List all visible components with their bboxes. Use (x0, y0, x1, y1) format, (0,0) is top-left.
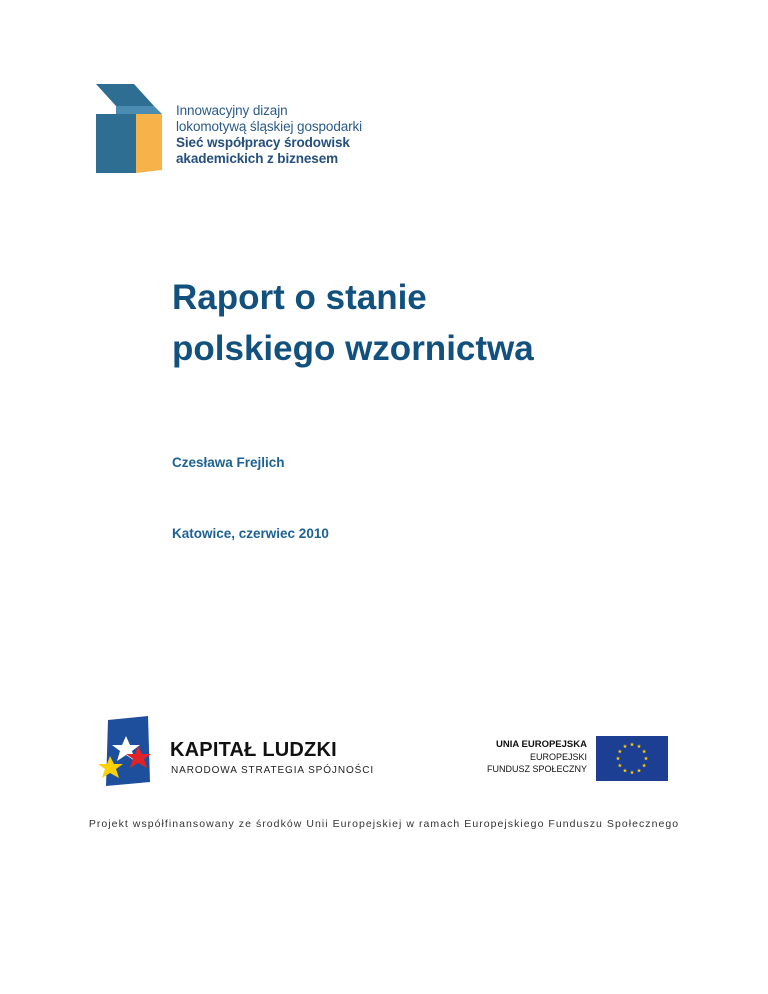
kapital-ludzki-title: KAPITAŁ LUDZKI (170, 739, 337, 761)
report-title (172, 272, 692, 374)
eu-fund-label (470, 739, 587, 775)
place-date: Katowice, czerwiec 2010 (172, 526, 329, 541)
eu-line-1: UNIA EUROPEJSKA (496, 739, 587, 750)
project-logo-line-2: lokomotywą śląskiej gospodarki (176, 119, 363, 134)
eu-line-2: EUROPEJSKI (529, 752, 587, 762)
kapital-ludzki-logo (96, 716, 376, 786)
project-logo-line-1: Innowacyjny dizajn (176, 103, 288, 118)
kapital-ludzki-subtitle: NARODOWA STRATEGIA SPÓJNOŚCI (171, 765, 375, 776)
report-title-line-2: polskiego wzornictwa (172, 329, 534, 368)
funding-note: Projekt współfinansowany ze środków Unii Europejskiej w ramach Europejskiego Funduszu Społecznego (88, 818, 680, 830)
project-logo (92, 84, 372, 176)
report-title-line-1: Raport o stanie (172, 278, 427, 317)
eu-line-3: FUNDUSZ SPOŁECZNY (486, 764, 587, 774)
project-logo-line-3: Sieć współpracy środowisk (176, 135, 350, 150)
cube-logo-icon (92, 84, 172, 176)
project-logo-line-4: akademickich z biznesem (176, 151, 339, 166)
author-name: Czesława Frejlich (172, 455, 285, 470)
eu-flag-icon (596, 736, 668, 781)
kapital-ludzki-emblem-icon (96, 716, 166, 786)
